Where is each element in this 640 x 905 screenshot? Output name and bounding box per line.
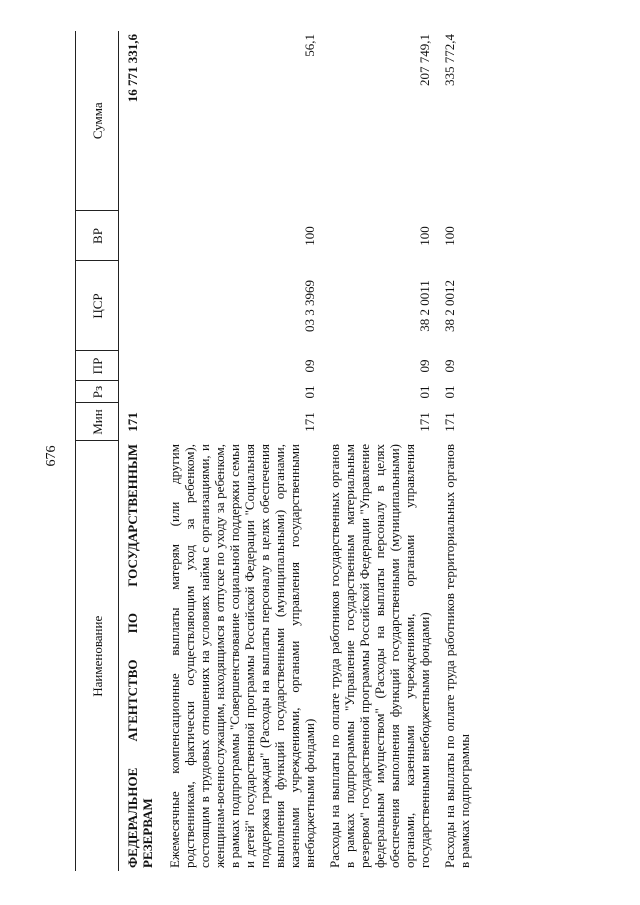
row-pr: 09 (417, 359, 432, 373)
row-rz: 01 (417, 385, 432, 399)
header-vr: ВР (76, 211, 119, 261)
row-name: Расходы на выплаты по оплате труда работников территориальных органов в рамках подпрограммы (442, 444, 472, 868)
table-row (432, 31, 472, 871)
row-sum: 56,1 (302, 34, 317, 57)
header-rz: Рз (76, 381, 119, 403)
row-vr (119, 211, 156, 261)
row-vr: 100 (442, 226, 457, 246)
header-csr: ЦСР (76, 261, 119, 351)
row-min: 171 (417, 412, 432, 432)
row-csr: 03 3 3969 (302, 280, 317, 332)
row-vr: 100 (417, 226, 432, 246)
table-row (155, 31, 317, 871)
row-rz: 01 (302, 385, 317, 399)
row-min: 171 (125, 412, 140, 432)
row-pr: 09 (442, 359, 457, 373)
table-header-row (76, 31, 119, 871)
row-name: Расходы на выплаты по оплате труда работников государственных органов в рамках подпрограммы "Управление государственным материальным резервом" государственной программы Российской Федерации "Управление федеральным имуществом" (Расходы на выплаты персоналу в целях обеспечения выполнения функций государственными (муниципальными) органами, казенными учреждениями, органами управления государственными внебюджетными фондами) (327, 444, 432, 868)
row-vr: 100 (302, 226, 317, 246)
row-csr (119, 261, 156, 351)
table-row (119, 31, 156, 871)
row-pr: 09 (302, 359, 317, 373)
row-min: 171 (302, 412, 317, 432)
budget-table (75, 31, 472, 871)
header-sum: Сумма (76, 31, 119, 211)
header-min: Мин (76, 403, 119, 441)
page-number: 676 (44, 445, 59, 467)
row-rz (119, 381, 156, 403)
row-name: Ежемесячные компенсационные выплаты матерям (или другим родственникам, фактически осуществляющим уход за ребенком), состоящим в трудовых отношениях на условиях найма с организациями, и женщинам-военнослужащим, находящимся в отпуске по уходу за ребенком, в рамках подпрограммы "Совершенствование социальной поддержки семьи и детей" государственной программы Российской Федерации "Социальная поддержка граждан" (Расходы на выплаты персоналу в целях обеспечения выполнения функций государственными (муниципальными) органами, казенными учреждениями, органами управления государственными внебюджетными фондами) (167, 444, 317, 868)
row-sum: 16 771 331,6 (125, 34, 140, 103)
row-rz: 01 (442, 385, 457, 399)
budget-sheet (75, 31, 575, 871)
row-sum: 335 772,4 (442, 34, 457, 86)
row-csr: 38 2 0012 (442, 280, 457, 332)
header-name: Наименование (76, 441, 119, 871)
header-pr: ПР (76, 351, 119, 381)
row-min: 171 (442, 412, 457, 432)
row-pr (119, 351, 156, 381)
row-name: ФЕДЕРАЛЬНОЕ АГЕНТСТВО ПО ГОСУДАРСТВЕННЫМ РЕЗЕРВАМ (125, 444, 155, 868)
row-csr: 38 2 0011 (417, 280, 432, 332)
table-row (317, 31, 432, 871)
row-sum: 207 749,1 (417, 34, 432, 86)
